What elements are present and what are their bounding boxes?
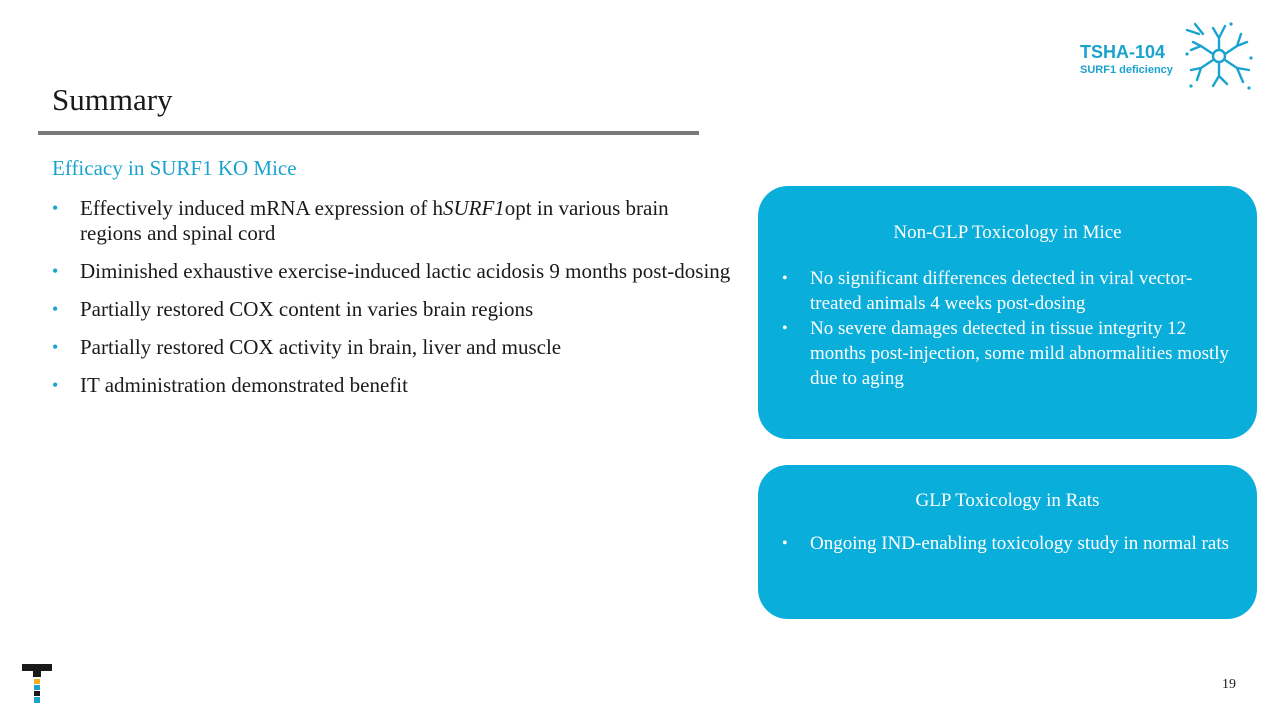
list-item: • Effectively induced mRNA expression of hSURF1opt in various brain regions and spinal cord [52, 196, 669, 245]
bullet-icon: • [782, 535, 788, 552]
efficacy-list [52, 196, 732, 411]
bullet-icon: • [782, 320, 788, 337]
company-logo-icon [22, 664, 54, 706]
bullet-icon: • [52, 375, 59, 395]
list-item: • No severe damages detected in tissue integrity 12 months post-injection, some mild abnormalities mostly due to aging [782, 318, 1230, 389]
card-list [758, 531, 1257, 556]
brand-subtitle: SURF1 deficiency [1080, 64, 1173, 76]
list-item: • IT administration demonstrated benefit [52, 373, 408, 397]
neuron-icon [1183, 20, 1255, 92]
page-number: 19 [1222, 677, 1236, 692]
title-divider [38, 131, 699, 135]
brand-label [1080, 42, 1173, 78]
bullet-icon: • [782, 270, 788, 287]
list-item: • Ongoing IND-enabling toxicology study in normal rats [782, 533, 1229, 554]
card-list [758, 266, 1257, 391]
card-title: GLP Toxicology in Rats [915, 490, 1100, 511]
page-title: Summary [52, 82, 173, 117]
bullet-icon: • [52, 198, 59, 218]
list-item: • No significant differences detected in viral vector-treated animals 4 weeks post-dosing [782, 268, 1193, 314]
bullet-icon: • [52, 337, 59, 357]
list-item: • Partially restored COX content in varies brain regions [52, 297, 534, 321]
bullet-icon: • [52, 299, 59, 319]
brand-name: TSHA-104 [1080, 42, 1166, 62]
list-item: • Partially restored COX activity in brain, liver and muscle [52, 335, 562, 359]
list-item: • Diminished exhaustive exercise-induced lactic acidosis 9 months post-dosing [52, 259, 731, 283]
glp-toxicology-card [758, 465, 1257, 619]
card-title: Non-GLP Toxicology in Mice [893, 222, 1122, 243]
non-glp-toxicology-card [758, 186, 1257, 439]
efficacy-heading: Efficacy in SURF1 KO Mice [52, 156, 297, 180]
bullet-icon: • [52, 261, 59, 281]
